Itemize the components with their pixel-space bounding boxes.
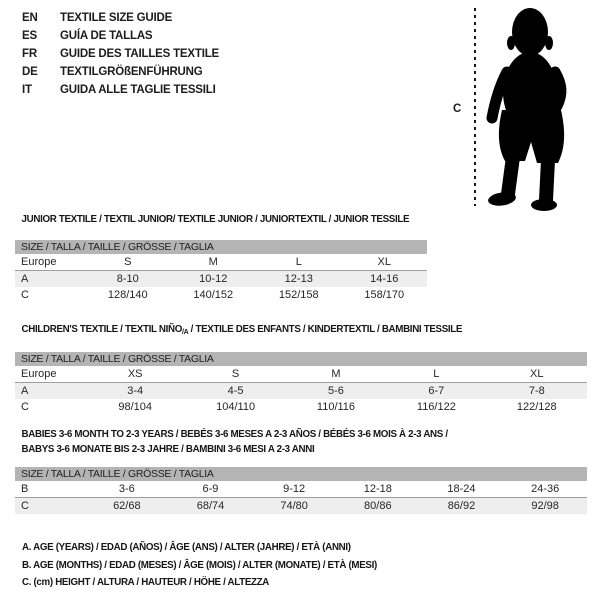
baby-silhouette-icon	[485, 2, 595, 212]
language-title: GUIDA ALLE TAGLIE TESSILI	[60, 84, 216, 96]
size-cell: 12-13	[256, 271, 342, 288]
table-row	[15, 271, 427, 288]
table-row	[15, 287, 427, 303]
language-row	[22, 9, 219, 27]
size-cell: XL	[530, 368, 544, 380]
size-cell: 152/158	[278, 289, 319, 301]
size-header-row	[15, 240, 427, 254]
language-row	[22, 63, 219, 81]
size-table	[15, 467, 587, 514]
size-table	[15, 240, 427, 303]
table-row	[15, 383, 587, 400]
size-cell: 128/140	[107, 289, 148, 301]
size-cell: 158/170	[364, 289, 405, 301]
size-cell: 12-18	[363, 483, 392, 495]
language-title: TEXTILGRÖßENFÜHRUNG	[60, 66, 203, 78]
language-title-list	[22, 9, 219, 99]
footnote: A. AGE (YEARS) / EDAD (AÑOS) / ÂGE (ANS) / ALTER (JAHRE) / ETÀ (ANNI)	[22, 541, 351, 553]
size-cell: 74/80	[252, 498, 336, 515]
size-cell: 104/110	[216, 401, 256, 413]
section-title	[15, 427, 547, 457]
section-title-text: / TEXTILE DES ENFANTS / KINDERTEXTIL / BAMBINI TESSILE	[188, 323, 463, 335]
row-label: C	[15, 498, 85, 515]
babies-textile-section	[15, 427, 587, 514]
row-label: A	[15, 383, 85, 400]
section-title-text: JUNIOR TEXTILE / TEXTIL JUNIOR/ TEXTILE JUNIOR / JUNIORTEXTIL / JUNIOR TESSILE	[21, 213, 410, 225]
size-cell: XS	[127, 368, 143, 380]
size-cell: 3-6	[118, 483, 135, 495]
section-title-text: CHILDREN'S TEXTILE / TEXTIL NIÑO	[21, 323, 182, 335]
height-measure-label: C	[453, 103, 462, 115]
size-header-bar: SIZE / TALLA / TAILLE / GRÖSSE / TAGLIA	[15, 240, 427, 254]
size-cell: 140/152	[193, 289, 234, 301]
size-cell: 8-10	[85, 271, 171, 288]
footnote: C. (cm) HEIGHT / ALTURA / HAUTEUR / HÖHE / ALTEZZA	[22, 576, 270, 588]
size-cell: 24-36	[531, 483, 560, 495]
language-code: DE	[22, 66, 38, 78]
size-cell: 7-8	[487, 383, 587, 400]
size-cell: 14-16	[342, 271, 428, 288]
row-label: B	[21, 483, 29, 495]
size-table	[15, 352, 587, 415]
language-code: EN	[22, 12, 38, 24]
language-title: GUÍA DE TALLAS	[60, 30, 153, 42]
section-title-text: BABYS 3-6 MONATE BIS 2-3 JAHRE / BAMBINI 3-6 MESI A 2-3 ANNI	[21, 443, 315, 455]
footnote: B. AGE (MONTHS) / EDAD (MESES) / ÂGE (MOIS) / ALTER (MONATE) / ETÀ (MESI)	[22, 558, 377, 571]
language-row	[22, 27, 219, 45]
table-row	[15, 481, 587, 498]
size-cell: 18-24	[447, 483, 476, 495]
junior-textile-section	[15, 212, 427, 303]
size-cell: 3-4	[85, 383, 185, 400]
height-dashed-line	[474, 8, 476, 206]
size-cell: 110/116	[316, 401, 356, 413]
measure-legend	[22, 539, 404, 592]
size-cell: 80/86	[336, 498, 420, 515]
size-cell: 92/98	[503, 498, 587, 515]
row-label: C	[21, 401, 29, 413]
row-label: Europe	[21, 256, 57, 268]
size-cell: 98/104	[118, 401, 153, 413]
size-cell: M	[208, 256, 218, 268]
section-title-subscript: /A	[181, 327, 189, 336]
size-cell: 4-5	[185, 383, 285, 400]
language-code: FR	[22, 48, 37, 60]
size-cell: M	[331, 368, 341, 380]
section-title	[15, 212, 410, 227]
language-row	[22, 45, 219, 63]
language-code: IT	[22, 84, 32, 96]
size-cell: 6-7	[386, 383, 486, 400]
table-row	[15, 366, 587, 383]
size-cell: S	[124, 256, 132, 268]
size-cell: 6-9	[202, 483, 219, 495]
section-title	[15, 322, 547, 339]
size-header-bar: SIZE / TALLA / TAILLE / GRÖSSE / TAGLIA	[15, 467, 587, 481]
row-label: A	[15, 271, 85, 288]
size-cell: 62/68	[85, 498, 169, 515]
size-cell: XL	[377, 256, 391, 268]
row-label: Europe	[21, 368, 57, 380]
childrens-textile-section	[15, 322, 587, 415]
table-row	[15, 399, 587, 415]
table-row	[15, 254, 427, 271]
size-header-row	[15, 352, 587, 366]
section-title-text: BABIES 3-6 MONTH TO 2-3 YEARS / BEBÉS 3-6 MESES A 2-3 AÑOS / BÉBÉS 3-6 MOIS À 2-3 ANS /	[21, 428, 448, 440]
table-row	[15, 498, 587, 515]
size-cell: 9-12	[283, 483, 306, 495]
row-label: C	[21, 289, 29, 301]
size-cell: L	[295, 256, 302, 268]
size-cell: L	[433, 368, 440, 380]
size-cell: 5-6	[286, 383, 386, 400]
language-row	[22, 81, 219, 99]
language-title: GUIDE DES TAILLES TEXTILE	[60, 48, 219, 60]
size-cell: 122/128	[516, 401, 557, 413]
baby-figure	[450, 0, 600, 215]
language-title: TEXTILE SIZE GUIDE	[60, 12, 173, 24]
size-cell: 10-12	[171, 271, 257, 288]
size-cell: 116/122	[416, 401, 456, 413]
size-cell: 86/92	[420, 498, 504, 515]
size-cell: 68/74	[169, 498, 253, 515]
language-code: ES	[22, 30, 37, 42]
size-header-row	[15, 467, 587, 481]
size-cell: S	[231, 368, 240, 380]
size-header-bar: SIZE / TALLA / TAILLE / GRÖSSE / TAGLIA	[15, 352, 587, 366]
